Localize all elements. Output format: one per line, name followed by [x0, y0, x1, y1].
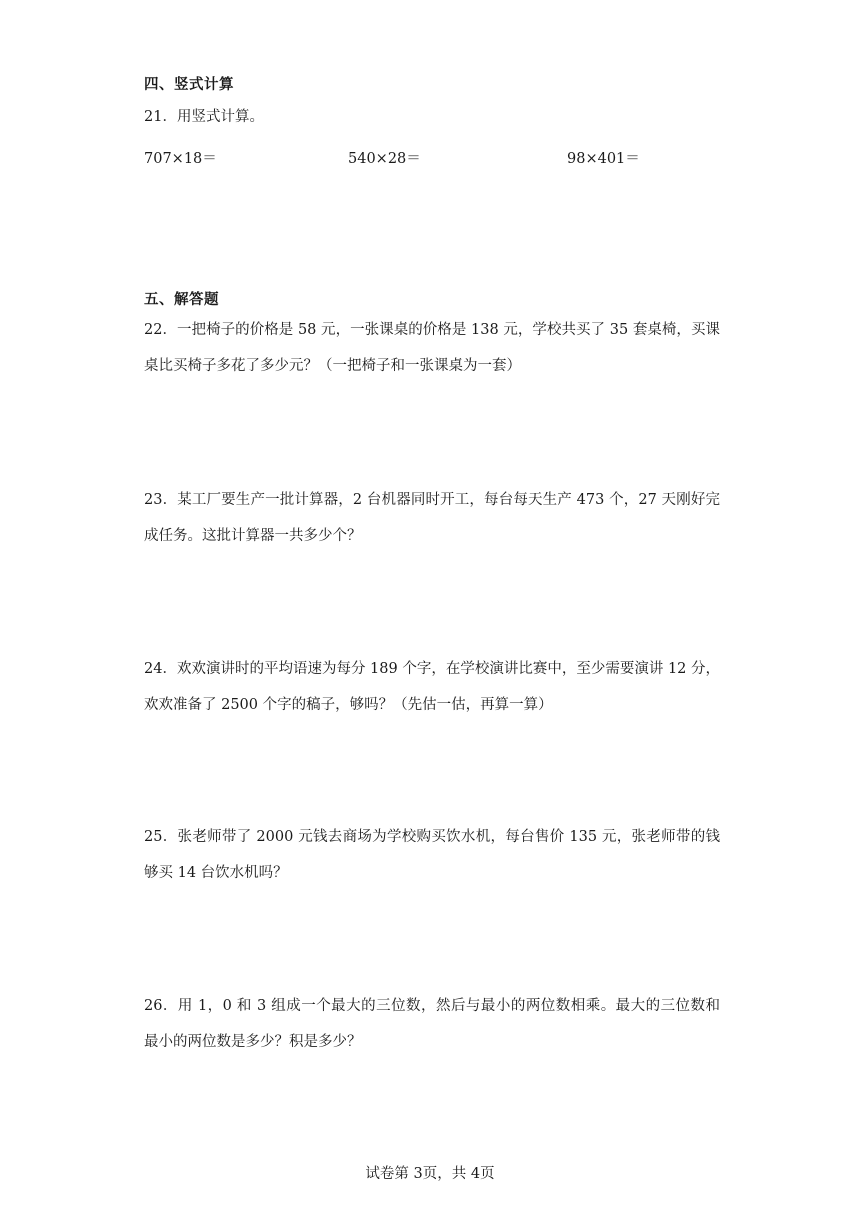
question-24-line-1: 24．欢欢演讲时的平均语速为每分 189 个字，在学校演讲比赛中，至少需要演讲 12 分， — [144, 661, 721, 677]
question-26 — [144, 997, 720, 1069]
calc-item-1: 707×18＝ — [144, 151, 217, 167]
question-26-line-1: 26．用 1，0 和 3 组成一个最大的三位数，然后与最小的两位数相乘。最大的三位数和 — [144, 998, 720, 1014]
question-22-line-2: 桌比买椅子多花了多少元？（一把椅子和一张课桌为一套） — [144, 358, 521, 374]
section-4-title: 四、竖式计算 — [144, 77, 234, 93]
question-22 — [144, 321, 720, 393]
question-25-line-2: 够买 14 台饮水机吗？ — [144, 865, 288, 881]
question-23 — [144, 491, 720, 563]
question-23-line-2: 成任务。这批计算器一共多少个？ — [144, 528, 362, 544]
page-footer: 试卷第 3页，共 4页 — [365, 1166, 495, 1182]
question-26-line-2: 最小的两位数是多少？积是多少？ — [144, 1034, 362, 1050]
question-24-line-2: 欢欢准备了 2500 个字的稿子，够吗？（先估一估，再算一算） — [144, 697, 553, 713]
question-22-line-1: 22．一把椅子的价格是 58 元，一张课桌的价格是 138 元，学校共买了 35 套桌椅，买课 — [144, 322, 720, 338]
question-23-line-1: 23．某工厂要生产一批计算器，2 台机器同时开工，每台每天生产 473 个，27 天刚好完 — [144, 492, 720, 508]
question-21-prompt: 21．用竖式计算。 — [144, 109, 264, 125]
question-24 — [144, 660, 720, 732]
section-5-title: 五、解答题 — [144, 292, 219, 308]
question-25 — [144, 828, 720, 900]
calc-item-2: 540×28＝ — [348, 151, 421, 167]
question-25-line-1: 25．张老师带了 2000 元钱去商场为学校购买饮水机，每台售价 135 元，张老师带的钱 — [144, 829, 720, 845]
calc-item-3: 98×401＝ — [567, 151, 640, 167]
